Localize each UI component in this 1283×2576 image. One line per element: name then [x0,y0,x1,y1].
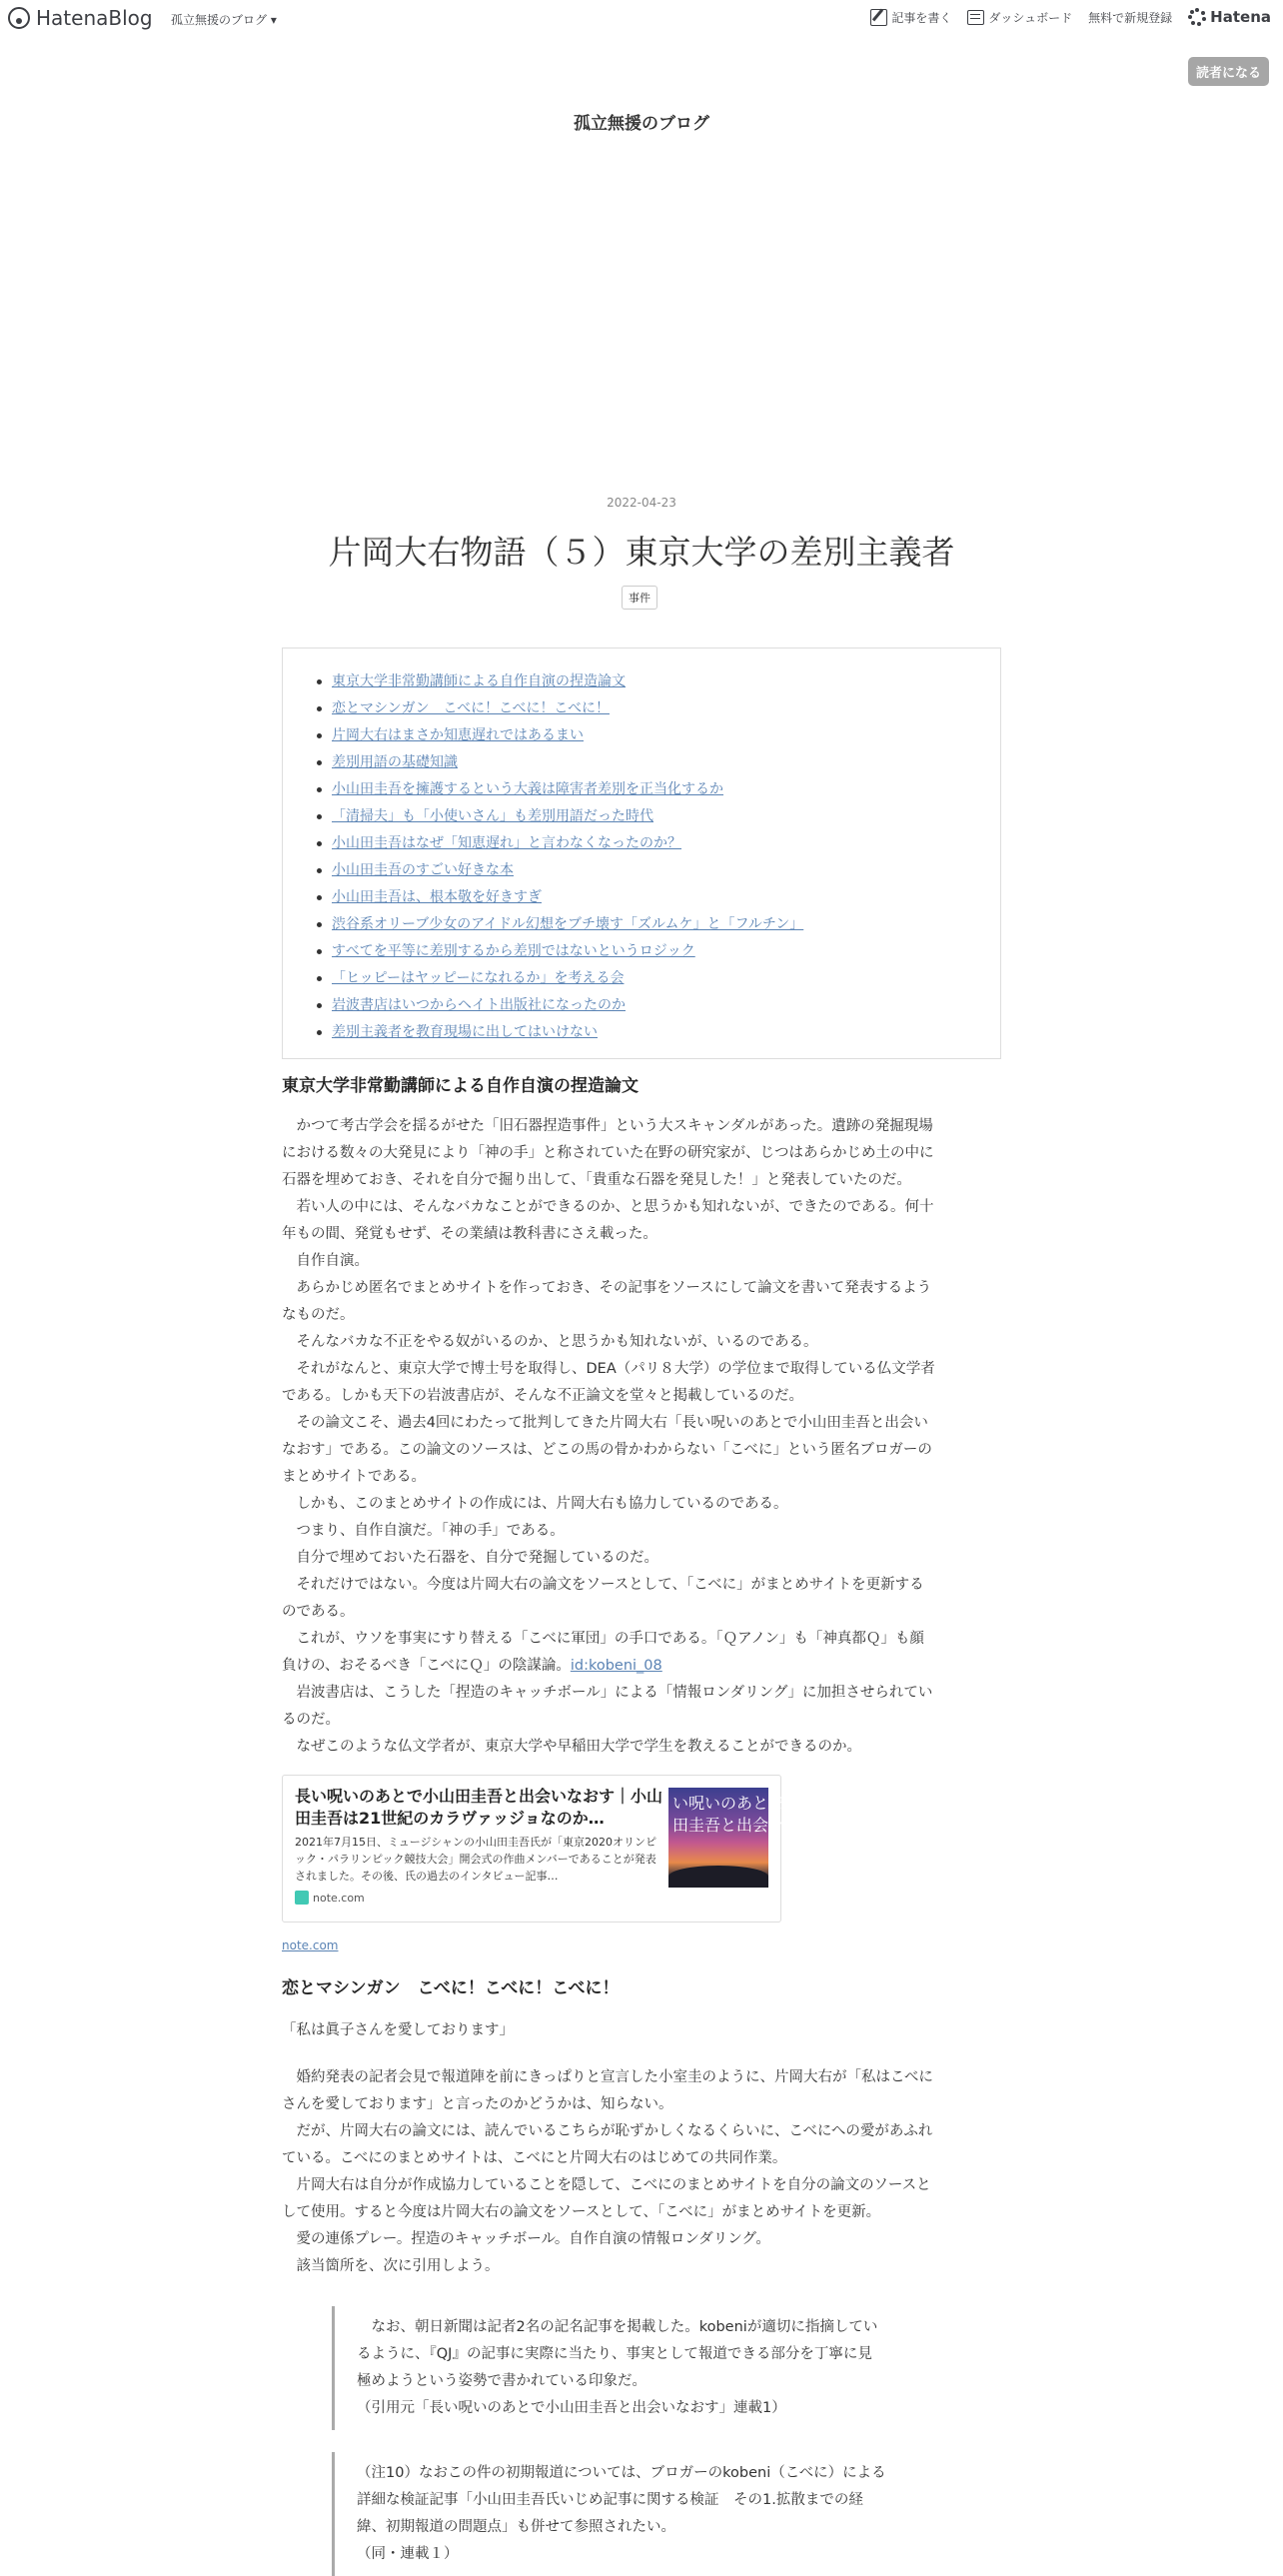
hatena-blog-logo-icon [8,7,30,29]
toc-item [315,722,980,749]
toc-item [315,884,980,911]
quote-line: 緯、初期報道の問題点」も併せて参照されたい。 [357,2519,675,2535]
quote-line: （注10）なおこの件の初期報道については、ブロガーのkobeni（こべに）による [357,2465,886,2481]
global-header [0,0,1283,38]
hatena-blog-logo[interactable] [8,6,153,30]
lead-line: 「私は眞子さんを愛しております」 [282,2022,514,2038]
subscribe-button[interactable]: 読者になる [1188,57,1269,86]
toc-link[interactable]: 小山田圭吾はなぜ「知恵遅れ」と言わなくなったのか？ [332,835,681,851]
paragraph-line: なものだ。 [282,1307,355,1323]
paragraph-line: これが、ウソを事実にすり替える「こべに軍団」の手口である。「Ｑアノン」も「神真都Ｑ」も顔 [296,1631,924,1647]
quote-citation: （同・連載１） [357,2546,459,2562]
toc-link[interactable]: 差別用語の基礎知識 [332,754,458,770]
paragraph-line: だが、片岡大右の論文には、読んでいるこちらが恥ずかしくなるくらいに、こべにへの愛があふれ [296,2123,933,2139]
dashboard-label: ダッシュボード [988,10,1073,25]
quote-line: 極めようという姿勢で書かれている印象だ。 [357,2373,646,2389]
thumbnail-silhouette [668,1866,768,1888]
hatena-menu[interactable] [1188,8,1271,26]
paragraph-line: である。しかも天下の岩波書店が、そんな不正論文を堂々と掲載しているのだ。 [282,1388,803,1404]
toc-item [315,830,980,857]
paragraph-line: それだけではない。今度は片岡大右の論文をソースとして、「こべに」がまとめサイトを更新する [296,1577,924,1593]
card-title: 長い呪いのあとで小山田圭吾と出会いなおす｜小山田圭吾は21世紀のカラヴァッジョなのか… [295,1787,663,1828]
entry-date[interactable]: 2022-04-23 [607,496,676,510]
quote-line: 詳細な検証記事「小山田圭吾氏いじめ記事に関する検証 その1.拡散までの経 [357,2492,863,2508]
paragraph-line: そんなバカな不正をやる奴がいるのか、と思うかも知れないが、いるのである。 [296,1334,818,1350]
toc-item [315,1019,980,1046]
toc-link[interactable]: 小山田圭吾を擁護するという大義は障害者差別を正当化するか [332,781,723,797]
paragraph-line: 愛の連係プレー。捏造のキャッチボール。自作自演の情報ロンダリング。 [296,2231,770,2247]
toc-item [315,695,980,722]
toc-link[interactable]: 東京大学非常勤講師による自作自演の捏造論文 [332,673,626,689]
paragraph-line: 婚約発表の記者会見で報道陣を前にきっぱりと宣言した小室圭のように、片岡大右が「私はこべに [296,2069,933,2085]
entry-content [282,1071,1001,2576]
header-actions [870,8,1271,26]
toc-link[interactable]: 片岡大右はまさか知恵遅れではあるまい [332,727,584,743]
quote-line: るように、『QJ』の記事に実際に当たり、事実として報道できる部分を丁寧に見 [357,2346,872,2362]
dashboard-icon [967,10,984,25]
section-heading: 東京大学非常勤講師による自作自演の捏造論文 [282,1076,639,1096]
toc-link[interactable]: 「ヒッピーはヤッピーになれるか」を考える会 [332,970,625,986]
card-description: 2021年7月15日、ミュージシャンの小山田圭吾氏が「東京2020オリンピック・パラリンピック競技大会」開会式の作曲メンバーであることが発表されました。その後、氏の過去のインタビュー記事… [295,1836,657,1883]
quote-citation: （引用元「長い呪いのあとで小山田圭吾と出会いなおす」連載1） [357,2400,786,2416]
paragraph-line: なおす」である。この論文のソースは、どこの馬の骨かわからない「こべに」という匿名ブロガーの [282,1442,932,1458]
paragraph-line: さんを愛しております」と言ったのかどうかは、知らない。 [282,2096,673,2112]
paragraph-line: ている。こべにのまとめサイトは、こべにと片岡大右のはじめての共同作業。 [282,2150,787,2166]
toc-link[interactable]: 差別主義者を教育現場に出してはいけない [332,1024,598,1040]
card-site [295,1891,768,1905]
section-heading: 恋とマシンガン こべに！こべに！こべに！ [282,1978,620,1998]
note-site-icon [295,1891,309,1905]
paragraph-line: における数々の大発見により「神の手」と称されていた在野の研究家が、じつはあらかじめ土の中に [282,1145,934,1161]
toc-link[interactable]: 恋とマシンガン こべに！こべに！こべに！ [332,700,610,716]
toc-item [315,668,980,695]
paragraph-line: 年もの間、発覚もせず、その業績は教科書にさえ載った。 [282,1226,657,1242]
toc-item [315,911,980,938]
section1-body [282,1113,1001,1761]
blog-menu-dropdown[interactable]: 孤立無援のブログ ▾ [171,13,277,27]
thumbnail-caption: い呪いのあとで [672,1794,785,1813]
toc-item [315,749,980,776]
toc-link[interactable]: 渋谷系オリーブ少女のアイドル幻想をブチ壊す「ズルムケ」と「フルチン」 [332,916,804,932]
logo-text: HatenaBlog [36,6,153,30]
paragraph-line: まとめサイトである。 [282,1469,426,1485]
source-link[interactable]: note.com [282,1938,339,1952]
paragraph-line: それがなんと、東京大学で博士号を取得し、DEA（パリ８大学）の学位まで取得している仏文学者 [296,1361,935,1377]
paragraph-line: のである。 [282,1604,355,1620]
hatena-label: Hatena [1210,8,1271,26]
paragraph-line: 片岡大右は自分が作成協力していることを隠して、こべにのまとめサイトを自分の論文のソースと [296,2177,931,2193]
register-label: 無料で新規登録 [1088,10,1173,25]
paragraph-line: 石器を埋めておき、それを自分で掘り出して、「貴重な石器を発見した！」と発表していたのだ。 [282,1172,911,1188]
entry-title[interactable]: 片岡大右物語（５）東京大学の差別主義者 [328,533,955,572]
hatena-dots-icon [1188,8,1206,26]
blockquote [332,2452,941,2576]
blog-title[interactable]: 孤立無援のブログ [574,114,709,134]
paragraph-line: しかも、このまとめサイトの作成には、片岡大右も協力しているのである。 [296,1496,788,1512]
toc-link[interactable]: 小山田圭吾のすごい好きな本 [332,862,514,878]
paragraph-line: 岩波書店は、こうした「捏造のキャッチボール」による「情報ロンダリング」に加担させられてい [296,1685,933,1701]
paragraph-line: かつて考古学会を揺るがせた「旧石器捏造事件」という大スキャンダルがあった。遺跡の発掘現場 [296,1118,933,1134]
toc-item [315,938,980,965]
toc-item [315,965,980,992]
paragraph-line: 該当箇所を、次に引用しよう。 [296,2258,500,2274]
pencil-icon [870,9,887,26]
write-entry-label: 記事を書く [891,10,952,25]
table-of-contents [282,647,1001,1059]
card-thumbnail [668,1788,785,1888]
paragraph-text: 負けの、おそるべき「こべにＱ」の陰謀論。 [282,1658,571,1674]
paragraph-line: なぜこのような仏文学者が、東京大学や早稲田大学で学生を教えることができるのか。 [296,1739,861,1755]
paragraph-line: つまり、自作自演だ。「神の手」である。 [296,1523,565,1539]
section2-body [282,2064,1001,2280]
quote-line: なお、朝日新聞は記者2名の記名記事を掲載した。kobeniが適切に指摘してい [371,2319,878,2335]
toc-link[interactable]: 「清掃夫」も「小使いさん」も差別用語だった時代 [332,808,653,824]
toc-link[interactable]: すべてを平等に差別するから差別ではないというロジック [332,943,695,959]
toc-link[interactable]: 岩波書店はいつからヘイト出版社になったのか [332,997,626,1013]
category-tag[interactable]: 事件 [622,586,657,610]
link-embed-card[interactable] [282,1775,785,1923]
toc-item [315,803,980,830]
dashboard-link[interactable] [967,9,1072,26]
kobeni-id-link[interactable]: id:kobeni_08 [570,1658,662,1674]
paragraph-line-with-link [282,1653,1001,1680]
blockquote [332,2306,941,2430]
toc-link[interactable]: 小山田圭吾は、根本敬を好きすぎ [332,889,542,905]
toc-item [315,992,980,1019]
paragraph-line: その論文こそ、過去4回にわたって批判してきた片岡大右「長い呪いのあとで小山田圭吾と出会い [296,1415,928,1431]
paragraph-line: 若い人の中には、そんなバカなことができるのか、と思うかも知れないが、できたのである。何十 [296,1199,934,1215]
paragraph-line: 自分で埋めておいた石器を、自分で発掘しているのだ。 [296,1550,658,1566]
register-link[interactable] [1088,9,1172,26]
card-site-label: note.com [313,1891,365,1905]
paragraph-line: 自作自演。 [296,1253,369,1269]
toc-item [315,776,980,803]
paragraph-line: るのだ。 [282,1712,340,1728]
toc-item [315,857,980,884]
paragraph-line: して使用。すると今度は片岡大右の論文をソースとして、「こべに」がまとめサイトを更新。 [282,2204,881,2220]
paragraph-line: あらかじめ匿名でまとめサイトを作っておき、その記事をソースにして論文を書いて発表するよう [296,1280,932,1296]
thumbnail-caption: 田圭吾と出会い [672,1816,785,1835]
write-entry-link[interactable] [870,9,951,26]
